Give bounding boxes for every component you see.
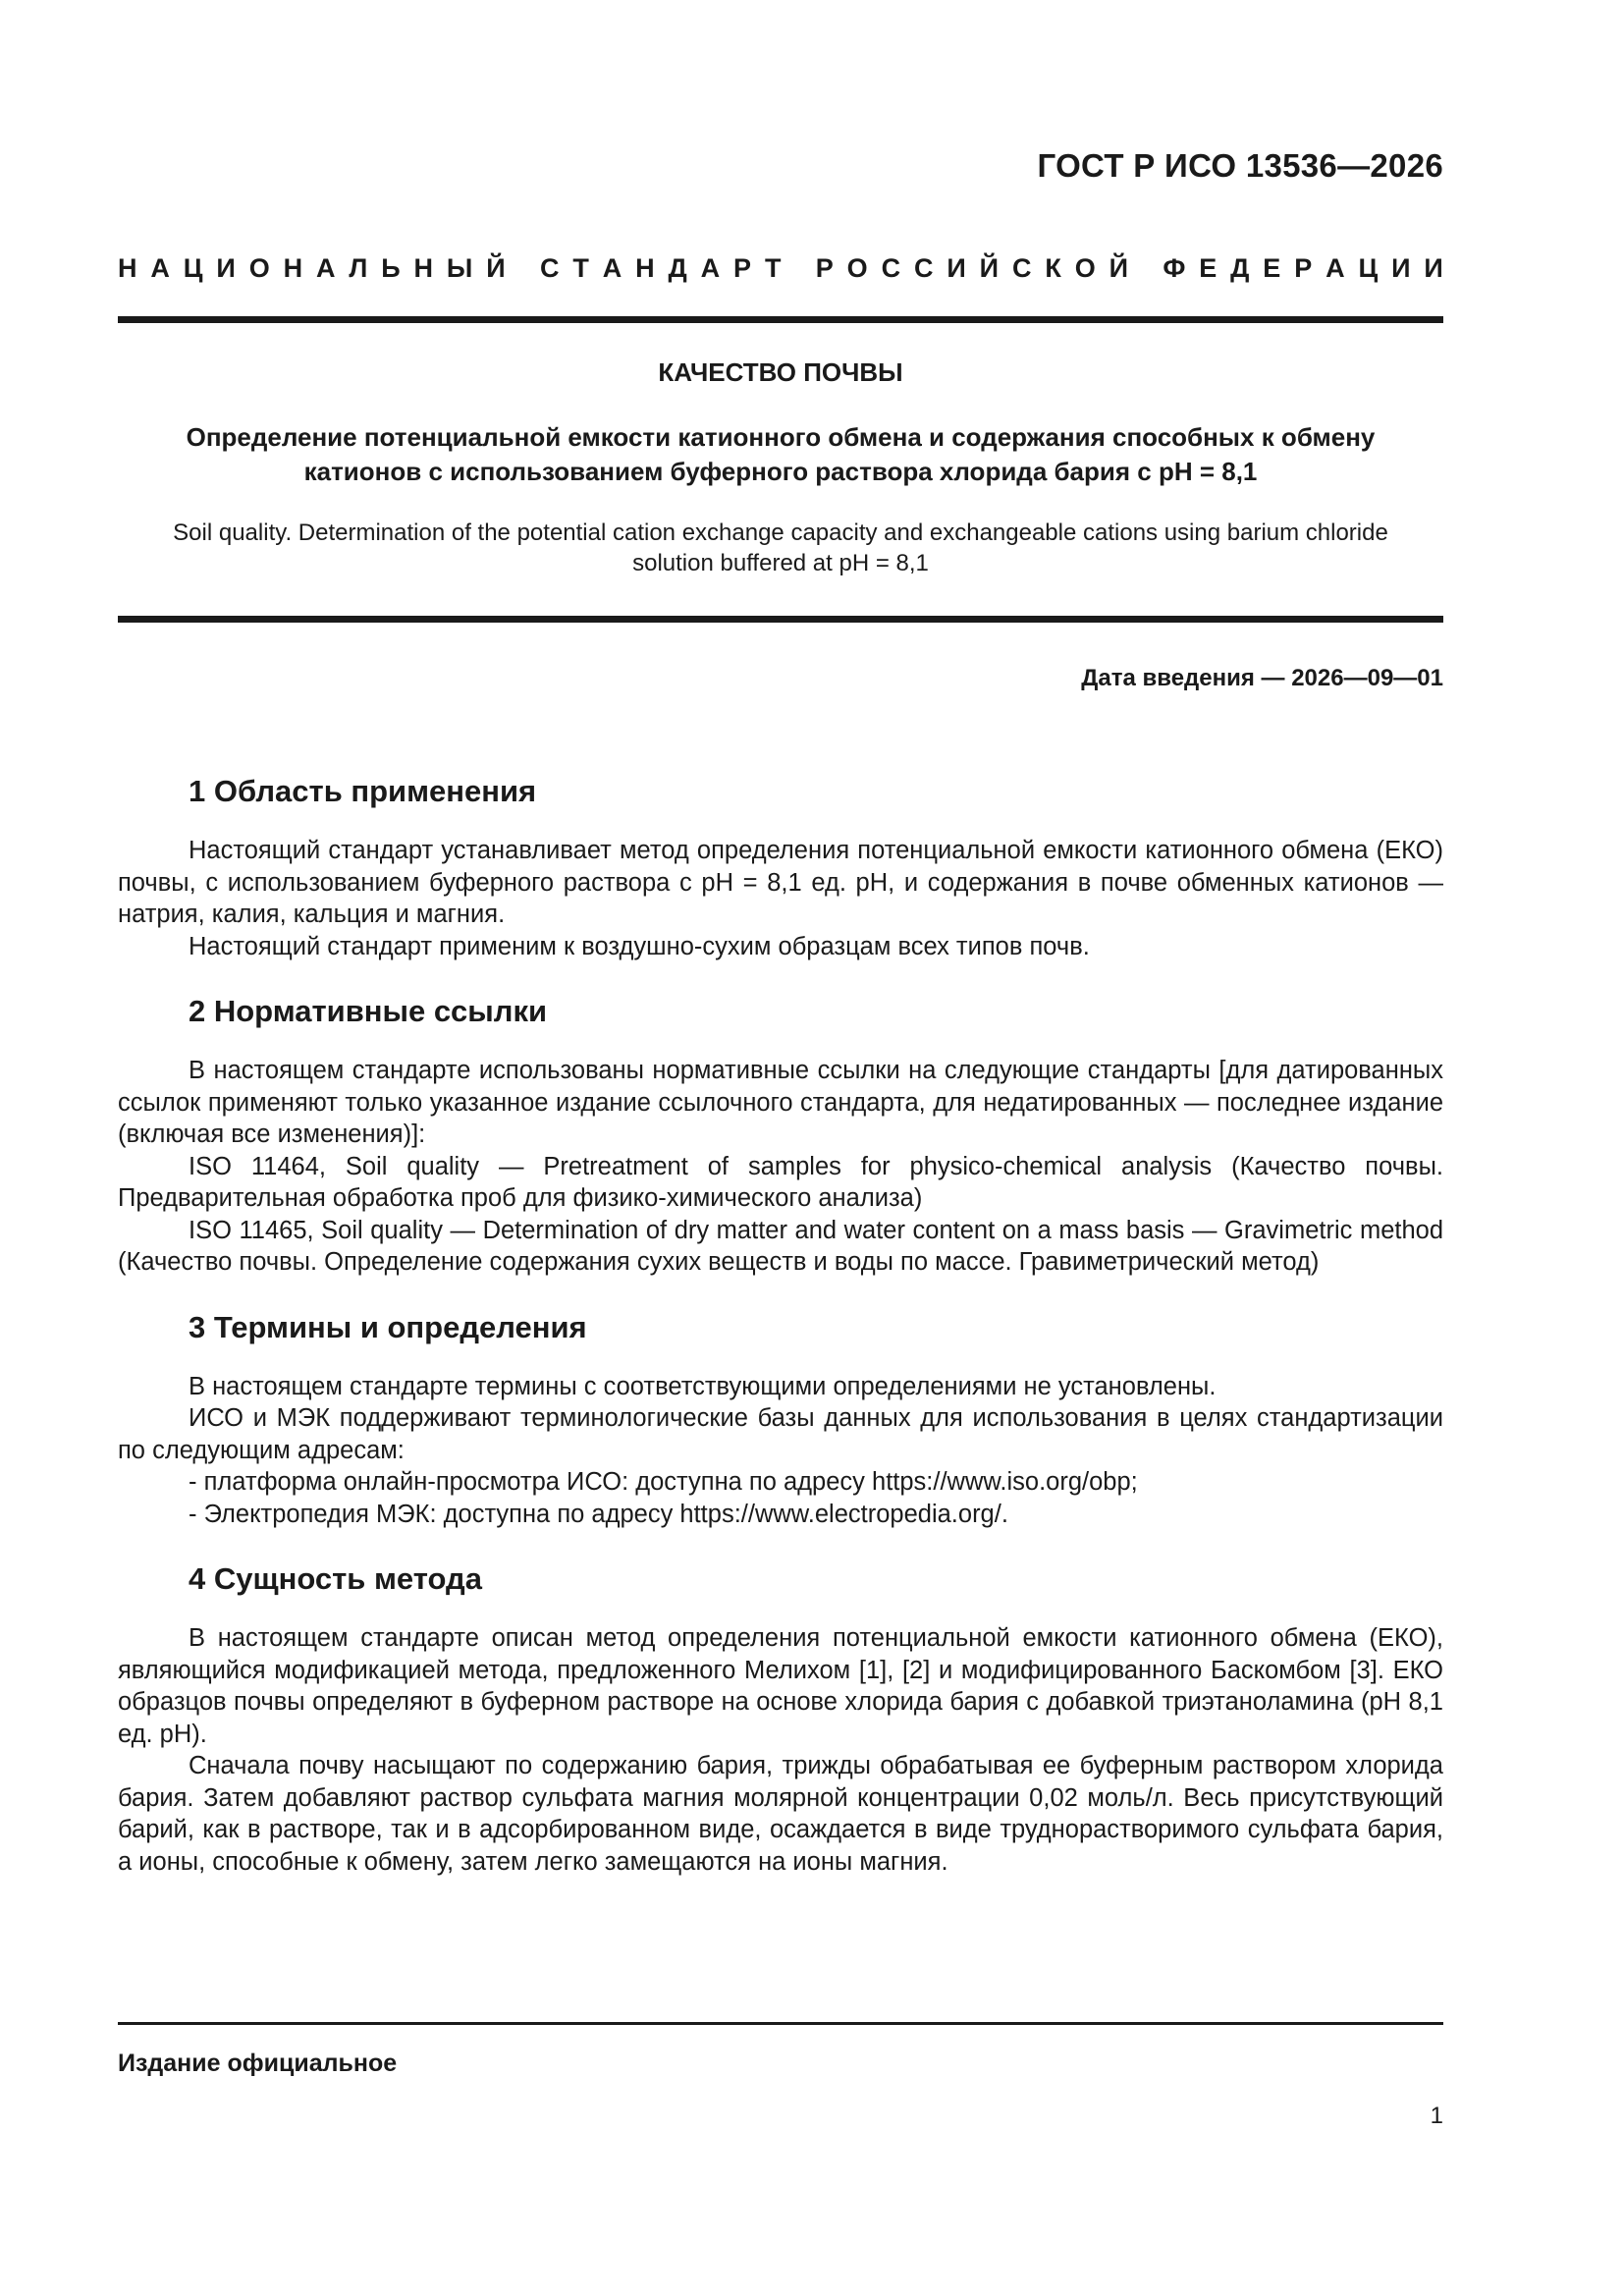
list-item: - Электропедия МЭК: доступна по адресу https://www.electropedia.org/. xyxy=(189,1500,1008,1528)
section-method-principle xyxy=(118,1559,1443,1878)
section-heading: 3 Термины и определения xyxy=(189,1309,587,1344)
section-normative-references xyxy=(118,992,1443,1279)
list-item: - платформа онлайн-просмотра ИСО: доступна по адресу https://www.iso.org/obp; xyxy=(189,1468,1138,1496)
section-scope xyxy=(118,772,1443,962)
section-heading: 4 Сущность метода xyxy=(189,1561,482,1596)
document-subtitle xyxy=(118,420,1443,489)
english-title xyxy=(118,518,1443,578)
paragraph: Сначала почву насыщают по содержанию бария, трижды обрабатывая ее буферным раствором хлорида бария. Затем добавляют раствор сульфата магния молярной концентрации 0,02 моль/л. Весь присутствующий барий, как в растворе, так и в адсорбированном виде, осаждается в виде труднорастворимого сульфата бария, а ионы, способные к обмену, затем легко замещаются на ионы магния. xyxy=(118,1752,1443,1876)
national-standard-banner: Н А Ц И О Н А Л Ь Н Ы Й С Т А Н Д А Р Т Р О С С И Й С К О Й Ф Е Д Е Р А Ц И И xyxy=(118,253,1443,283)
page-number: 1 xyxy=(1430,2103,1443,2129)
paragraph: ИСО и МЭК поддерживают терминологические базы данных для использования в целях стандартизации по следующим адресам: xyxy=(118,1404,1443,1464)
document-title: КАЧЕСТВО ПОЧВЫ xyxy=(658,357,903,387)
footer-divider xyxy=(118,2022,1443,2025)
section-terms-and-definitions xyxy=(118,1308,1443,1531)
document-body xyxy=(118,772,1443,1878)
introduction-date: Дата введения — 2026—09—01 xyxy=(1081,665,1443,691)
document-subtitle-line-1: Определение потенциальной емкости катионного обмена и содержания способных к обмену xyxy=(186,422,1376,452)
document-number: ГОСТ Р ИСО 13536—2026 xyxy=(1037,147,1443,184)
paragraph: В настоящем стандарте использованы нормативные ссылки на следующие стандарты [для датированных ссылок применяют только указанное издание ссылочного стандарта, для недатированных — последнее издание (включая все изменения)]: xyxy=(118,1057,1443,1148)
paragraph: В настоящем стандарте термины с соответствующими определениями не установлены. xyxy=(189,1372,1217,1400)
section-heading: 2 Нормативные ссылки xyxy=(189,994,548,1028)
paragraph: В настоящем стандарте описан метод определения потенциальной емкости катионного обмена (ЕКО), являющийся модификацией метода, предложенного Мелихом [1], [2] и модифицированного Баскомбом [3]. ЕКО образцов почвы определяют в буферном растворе на основе хлорида бария с добавкой триэтаноламина (pH 8,1 ед. pH). xyxy=(118,1624,1443,1748)
header-divider-top xyxy=(118,316,1443,323)
paragraph: Настоящий стандарт устанавливает метод определения потенциальной емкости катионного обмена (ЕКО) почвы, с использованием буферного раствора с pH = 8,1 ед. pH, и содержания в почве обменных катионов — натрия, калия, кальция и магния. xyxy=(118,837,1443,928)
reference-item: ISO 11465, Soil quality — Determination of dry matter and water content on a mass basis — Gravimetric method (Качество почвы. Определение содержания сухих веществ и воды по массе. Гравиметрический метод) xyxy=(118,1216,1443,1276)
official-edition-label: Издание официальное xyxy=(118,2050,398,2077)
document-subtitle-line-2: катионов с использованием буферного раствора хлорида бария с pH = 8,1 xyxy=(303,457,1258,486)
section-heading: 1 Область применения xyxy=(189,774,537,808)
english-title-line-2: solution buffered at pH = 8,1 xyxy=(632,550,929,576)
document-page xyxy=(118,0,1443,2296)
header-divider-bottom xyxy=(118,616,1443,623)
paragraph: Настоящий стандарт применим к воздушно-сухим образцам всех типов почв. xyxy=(189,932,1090,960)
reference-item: ISO 11464, Soil quality — Pretreatment of samples for physico-chemical analysis (Качество почвы. Предварительная обработка проб для физико-химического анализа) xyxy=(118,1152,1443,1212)
english-title-line-1: Soil quality. Determination of the potential cation exchange capacity and exchangeable cations using barium chloride xyxy=(173,519,1388,546)
